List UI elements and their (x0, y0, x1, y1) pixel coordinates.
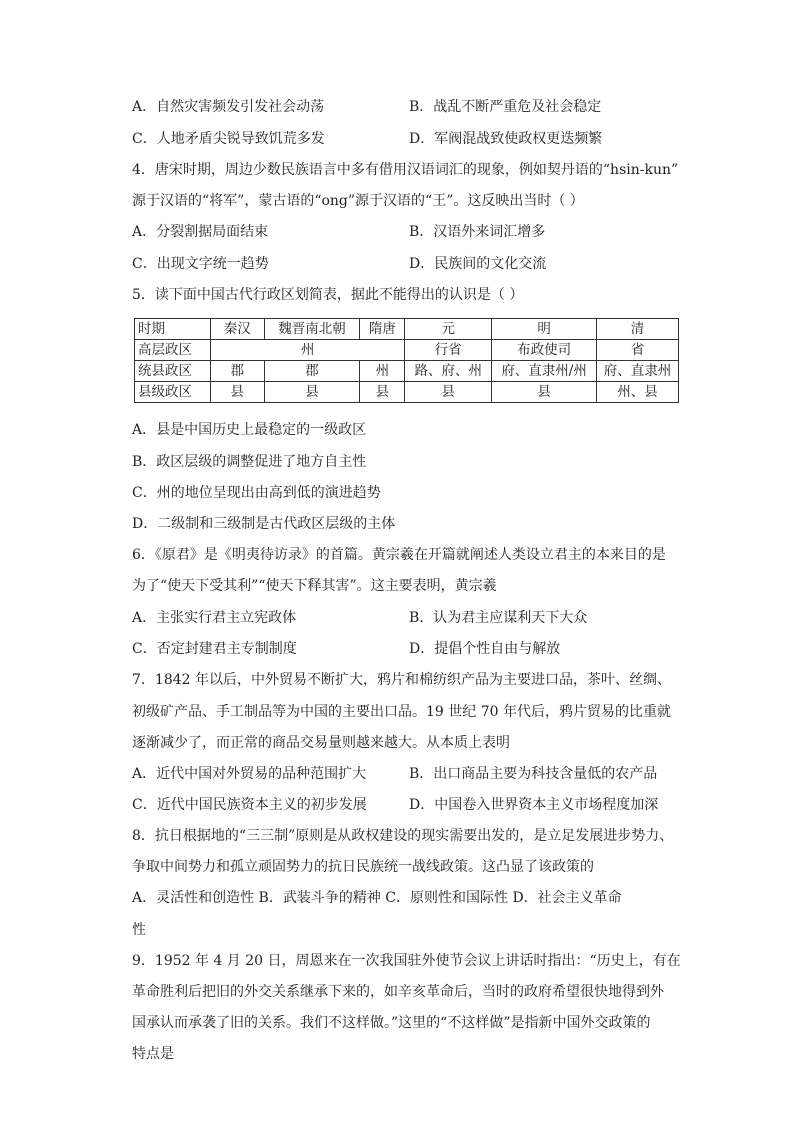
table-cell: 府、直隶州 (597, 361, 679, 382)
q9-stem-line3: 国承认而承袭了旧的关系。我们不这样做。”这里的“不这样做”是指新中国外交政策的 (132, 1015, 651, 1031)
table-cell: 魏晋南北朝 (264, 319, 360, 340)
table-cell: 县 (492, 382, 597, 403)
q7-option-b: B．出口商品主要为科技含量低的农产品 (409, 766, 658, 782)
table-cell: 县 (405, 382, 492, 403)
table-cell: 县 (360, 382, 405, 403)
q7-option-c: C．近代中国民族资本主义的初步发展 (132, 797, 367, 813)
table-cell: 路、府、州 (405, 361, 492, 382)
table-cell: 统县政区 (135, 361, 211, 382)
q3-option-d: D．军阀混战致使政权更迭频繁 (409, 131, 603, 147)
q9-stem-line1: 9．1952 年 4 月 20 日，周恩来在一次我国驻外使节会议上讲话时指出：“历史上，有在 (132, 953, 681, 969)
table-row (135, 361, 679, 382)
q4-option-d: D．民族间的文化交流 (409, 256, 547, 272)
q5-option-a: A．县是中国历史上最稳定的一级政区 (132, 422, 367, 438)
table-cell: 隋唐 (360, 319, 405, 340)
table-cell: 清 (597, 319, 679, 340)
q5-option-b: B．政区层级的调整促进了地方自主性 (132, 454, 367, 470)
table-cell: 县级政区 (135, 382, 211, 403)
table-row (135, 382, 679, 403)
q3-option-c: C．人地矛盾尖锐导致饥荒多发 (132, 131, 325, 147)
q4-option-b: B．汉语外来词汇增多 (409, 224, 546, 240)
q9-stem-line4: 特点是 (132, 1046, 174, 1062)
q4-option-c: C．出现文字统一趋势 (132, 256, 269, 272)
q5-option-c: C．州的地位呈现出由高到低的演进趋势 (132, 485, 381, 501)
table-cell: 州、县 (597, 382, 679, 403)
table-cell: 府、直隶州/州 (492, 361, 597, 382)
q8-stem-line1: 8．抗日根据地的“三三制”原则是从政权建设的现实需要出发的，是立足发展进步势力、 (132, 828, 674, 844)
table-cell: 省 (597, 340, 679, 361)
q8-options: A．灵活性和创造性 B．武装斗争的精神 C．原则性和国际性 D．社会主义革命 (132, 890, 622, 906)
q6-stem-line2: 为了“使天下受其利”“使天下释其害”。这主要表明，黄宗羲 (132, 578, 497, 594)
table-cell: 县 (210, 382, 264, 403)
q7-option-a: A．近代中国对外贸易的品种范围扩大 (132, 766, 367, 782)
table-cell: 州 (360, 361, 405, 382)
table-cell: 元 (405, 319, 492, 340)
q6-option-b: B．认为君主应谋利天下大众 (409, 610, 588, 626)
table-cell: 县 (264, 382, 360, 403)
q9-stem-line2: 革命胜利后把旧的外交关系继承下来的，如辛亥革命后，当时的政府希望很快地得到外 (132, 984, 664, 1000)
q4-option-a: A．分裂割据局面结束 (132, 224, 269, 240)
table-header-row (135, 319, 679, 340)
q3-option-a: A．自然灾害频发引发社会动荡 (132, 99, 325, 115)
q4-stem-line1: 4．唐宋时期，周边少数民族语言中多有借用汉语词汇的现象，例如契丹语的“hsin-kun” (132, 162, 679, 178)
q7-stem-line3: 逐渐减少了，而正常的商品交易量则越来越大。从本质上表明 (132, 735, 510, 751)
table-cell: 时期 (135, 319, 211, 340)
q7-option-d: D．中国卷入世界资本主义市场程度加深 (409, 797, 659, 813)
q6-option-a: A．主张实行君主立宪政体 (132, 610, 297, 626)
table-cell: 郡 (210, 361, 264, 382)
table-cell: 郡 (264, 361, 360, 382)
q5-stem: 5．读下面中国古代行政区划简表，据此不能得出的认识是（ ） (132, 287, 524, 303)
table-cell: 高层政区 (135, 340, 211, 361)
table-row (135, 340, 679, 361)
q8-options-wrap: 性 (132, 922, 146, 938)
q6-option-c: C．否定封建君主专制制度 (132, 641, 297, 657)
admin-division-table (134, 318, 679, 403)
table-cell: 秦汉 (210, 319, 264, 340)
q3-option-b: B．战乱不断严重危及社会稳定 (409, 99, 602, 115)
q4-stem-line2: 源于汉语的“将军”，蒙古语的“ong”源于汉语的“王”。这反映出当时（ ） (132, 193, 584, 209)
q6-stem-line1: 6．《原君》是《明夷待访录》的首篇。黄宗羲在开篇就阐述人类设立君主的本来目的是 (132, 547, 666, 563)
q5-option-d: D．二级制和三级制是古代政区层级的主体 (132, 516, 396, 532)
q7-stem-line2: 初级矿产品、手工制品等为中国的主要出口品。19 世纪 70 年代后，鸦片贸易的比重就 (132, 704, 671, 720)
table-cell: 布政使司 (492, 340, 597, 361)
q8-stem-line2: 争取中间势力和孤立顽固势力的抗日民族统一战线政策。这凸显了该政策的 (132, 859, 594, 875)
table-cell: 明 (492, 319, 597, 340)
table-cell: 行省 (405, 340, 492, 361)
q7-stem-line1: 7．1842 年以后，中外贸易不断扩大，鸦片和棉纺织产品为主要进口品，茶叶、丝绸、 (132, 672, 671, 688)
q6-option-d: D．提倡个性自由与解放 (409, 641, 561, 657)
table-cell: 州 (210, 340, 404, 361)
